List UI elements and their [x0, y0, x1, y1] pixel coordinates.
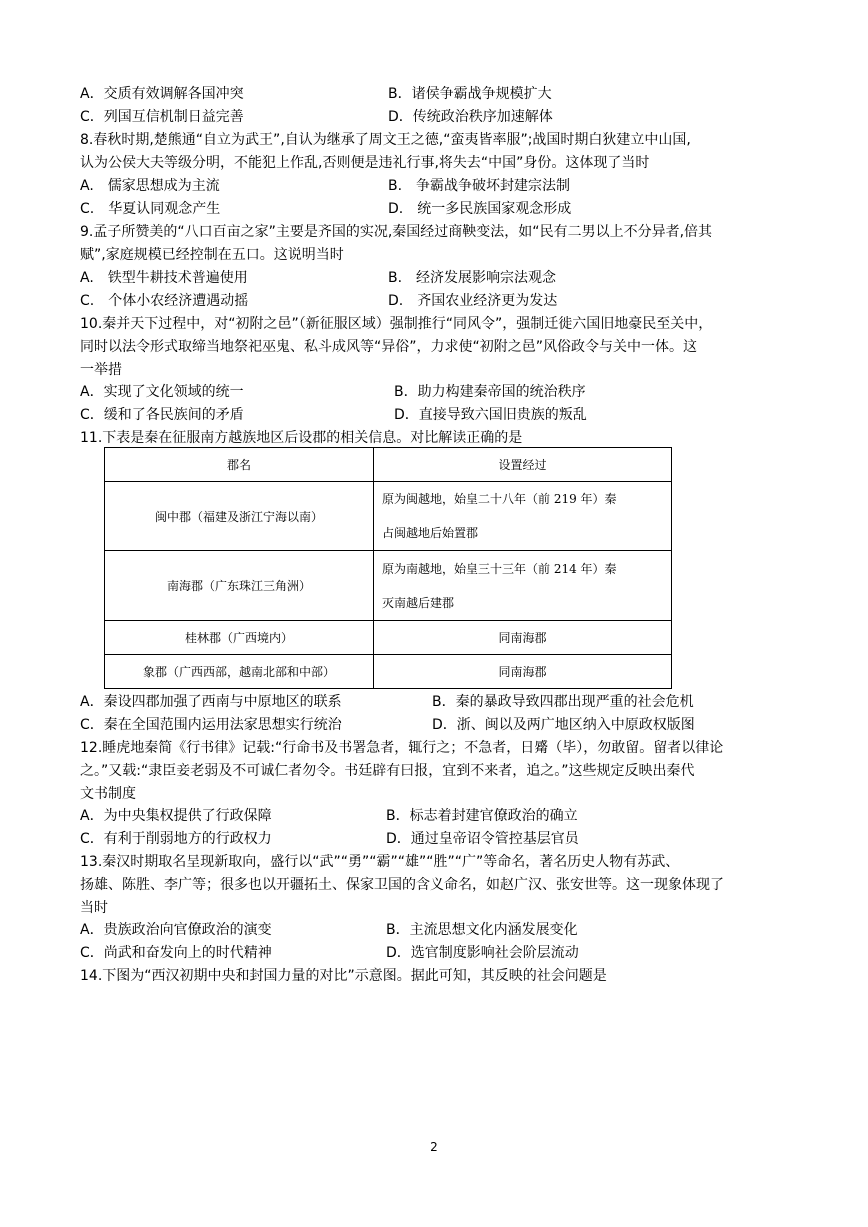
q10-stem-line3: 一举措 — [80, 362, 122, 378]
q7-option-a: A．交质有效调解各国冲突 — [80, 86, 244, 102]
q9-stem-line1: 9.孟子所赞美的“八口百亩之家”主要是齐国的实况,秦国经过商鞅变法，如“民有二男以上不分异者,倍其 — [80, 224, 713, 240]
table-cell-desc-line: 灭南越后建郡 — [382, 595, 455, 610]
q8-option-a: A. 儒家思想成为主流 — [80, 178, 220, 194]
q13-stem-line1: 13.秦汉时期取名呈现新取向，盛行以“武”“勇”“霸”“雄”“胜”“广”等命名，著名历史人物有苏武、 — [80, 854, 680, 870]
q11-option-d: D．浙、闽以及两广地区纳入中原政权版图 — [432, 717, 695, 733]
table-cell-desc — [374, 551, 672, 621]
q8-stem-line1: 8.春秋时期,楚熊通“自立为武王”,自认为继承了周文王之德,“蛮夷皆率服”;战国时期白狄建立中山国, — [80, 132, 691, 148]
table-cell-desc: 同南海郡 — [374, 621, 672, 655]
q11-stem: 11.下表是秦在征服南方越族地区后设郡的相关信息。对比解读正确的是 — [80, 430, 523, 446]
q10-option-c: C．缓和了各民族间的矛盾 — [80, 407, 244, 423]
q7-option-c: C．列国互信机制日益完善 — [80, 109, 244, 125]
q12-option-c: C．有利于削弱地方的行政权力 — [80, 831, 272, 847]
q8-stem-line2: 认为公侯大夫等级分明，不能犯上作乱,否则便是违礼行事,将失去“中国”身份。这体现了当时 — [80, 155, 650, 171]
table-cell-desc — [374, 482, 672, 551]
q13-option-d: D．选官制度影响社会阶层流动 — [386, 945, 579, 961]
q9-option-d: D. 齐国农业经济更为发达 — [388, 293, 558, 309]
q13-option-c: C．尚武和奋发向上的时代精神 — [80, 945, 272, 961]
table-cell-desc-line: 原为南越地，始皇三十三年（前 214 年）秦 — [382, 561, 617, 576]
table-row — [105, 655, 672, 689]
q11-option-a: A．秦设四郡加强了西南与中原地区的联系 — [80, 694, 342, 710]
table-row — [105, 621, 672, 655]
table-cell-desc-line: 原为闽越地，始皇二十八年（前 219 年）秦 — [382, 492, 617, 506]
q10-stem-line2: 同时以法令形式取缔当地祭祀巫鬼、私斗成风等“异俗”，力求使“初附之邑”风俗政令与关中一体。这 — [80, 339, 698, 355]
q12-option-d: D．通过皇帝诏令管控基层官员 — [386, 831, 579, 847]
q10-stem-line1: 10.秦并天下过程中，对“初附之邑”（新征服区域）强制推行“同风令”，强制迁徙六国旧地豪民至关中， — [80, 316, 713, 332]
q10-option-d: D．直接导致六国旧贵族的叛乱 — [394, 407, 587, 423]
q9-option-c: C. 个体小农经济遭遇动摇 — [80, 293, 249, 309]
q11-option-b: B．秦的暴政导致四郡出现严重的社会危机 — [432, 694, 694, 710]
q7-option-d: D．传统政治秩序加速解体 — [388, 109, 553, 125]
table-cell-name: 闽中郡（福建及浙江宁海以南） — [105, 482, 374, 551]
q12-stem-line3: 文书制度 — [80, 786, 136, 802]
table-cell-name: 桂林郡（广西境内） — [105, 621, 374, 655]
q11-option-c: C．秦在全国范围内运用法家思想实行统治 — [80, 717, 342, 733]
q9-stem-line2: 赋”,家庭规模已经控制在五口。这说明当时 — [80, 247, 344, 263]
table-cell-desc-line: 占闽越地后始置郡 — [382, 526, 479, 540]
q8-option-b: B. 争霸战争破坏封建宗法制 — [388, 178, 571, 194]
q13-stem-line2: 扬雄、陈胜、李广等；很多也以开疆拓土、保家卫国的含义命名，如赵广汉、张安世等。这一现象体现了 — [80, 877, 724, 893]
q11-table — [104, 447, 672, 689]
q10-option-a: A．实现了文化领域的统一 — [80, 384, 244, 400]
q13-option-b: B．主流思想文化内涵发展变化 — [386, 922, 578, 938]
q13-stem-line3: 当时 — [80, 900, 108, 916]
table-header-desc: 设置经过 — [374, 448, 672, 482]
q8-option-c: C. 华夏认同观念产生 — [80, 201, 221, 217]
q12-option-b: B．标志着封建官僚政治的确立 — [386, 808, 578, 824]
table-cell-name: 象郡（广西西部，越南北部和中部） — [105, 655, 374, 689]
q9-option-a: A. 铁型牛耕技术普遍使用 — [80, 270, 248, 286]
table-cell-desc: 同南海郡 — [374, 655, 672, 689]
q12-stem-line1: 12.睡虎地秦简《行书律》记载:“行命书及书署急者，辄行之；不急者，日觱（毕），勿敢留。留者以律论 — [80, 740, 724, 756]
q7-option-b: B．诸侯争霸战争规模扩大 — [388, 86, 552, 102]
table-row — [105, 551, 672, 621]
page-number: 2 — [430, 1140, 438, 1154]
q9-option-b: B. 经济发展影响宗法观念 — [388, 270, 557, 286]
q13-option-a: A．贵族政治向官僚政治的演变 — [80, 922, 272, 938]
table-header-name: 郡名 — [105, 448, 374, 482]
q14-stem: 14.下图为“西汉初期中央和封国力量的对比”示意图。据此可知，其反映的社会问题是 — [80, 968, 607, 984]
q8-option-d: D. 统一多民族国家观念形成 — [388, 201, 572, 217]
table-row — [105, 482, 672, 551]
table-cell-name: 南海郡（广东珠江三角洲） — [105, 551, 374, 621]
q12-stem-line2: 之。”又载:“隶臣妾老弱及不可诚仁者勿令。书廷辟有曰报，宜到不来者，追之。”这些规定反映出秦代 — [80, 763, 695, 779]
q12-option-a: A．为中央集权提供了行政保障 — [80, 808, 272, 824]
q10-option-b: B．助力构建秦帝国的统治秩序 — [394, 384, 586, 400]
